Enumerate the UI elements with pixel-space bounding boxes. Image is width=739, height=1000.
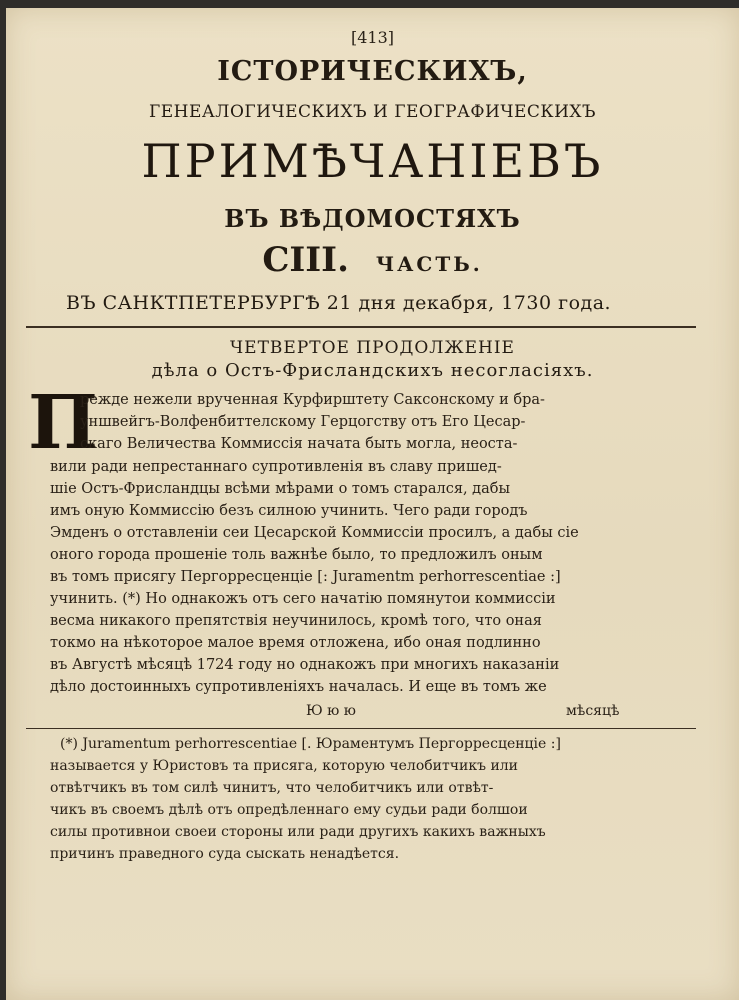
section-topic: дѣла о Остъ-Фрисландскихъ несогласіяхъ.	[151, 360, 594, 381]
body-line: скаго Величества Коммиссія начата быть могла, неоста-	[80, 436, 518, 452]
title-historical: ІСТОРИЧЕСКИХЪ,	[217, 56, 528, 87]
body-line: оного города прошеніе толь важнѣе было, то предложилъ оным	[50, 547, 543, 563]
footnote-line: называется у Юристовъ та присяга, которую челобитчикъ или	[50, 758, 519, 774]
footnote-line: силы противнои своеи стороны или ради другихъ какихъ важныхъ	[50, 824, 546, 840]
body-line: Эмденъ о отставленіи сеи Цесарской Коммиссіи просилъ, а дабы сіе	[50, 525, 579, 541]
drop-cap: П	[28, 380, 98, 466]
part-number: CIII.	[262, 240, 349, 280]
body-line: дѣло достоинныхъ супротивленіяхъ началась. И еще въ томъ же	[50, 679, 547, 695]
footnote-line: отвѣтчикъ въ том силѣ чинитъ, что челобитчикъ или отвѣт-	[50, 780, 494, 796]
body-line: имъ оную Коммиссію безъ силною учинить. Чего ради городъ	[50, 503, 528, 519]
catchword: мѣсяцѣ	[566, 703, 620, 719]
top-divider	[26, 326, 696, 328]
footnote-divider	[26, 728, 696, 729]
title-genealogical: ГЕНЕАЛОГИЧЕСКИХЪ И ГЕОГРАФИЧЕСКИХЪ	[148, 102, 596, 122]
part-label: ЧАСТЬ.	[375, 252, 483, 276]
body-line: вили ради непрестаннаго супротивленія въ славу пришед-	[50, 459, 502, 475]
footnote-line: (*) Juramentum perhorrescentiae [. Юраментумъ Пергорресценціе :]	[60, 736, 561, 752]
body-line: весма никакого препятствія неучинилось, кромѣ того, что оная	[50, 613, 542, 629]
footnote-line: чикъ въ своемъ дѣлѣ отъ опредѣленнаго ему судьи ради болшои	[50, 802, 528, 818]
title-in-gazettes: ВЪ ВѢДОМОСТЯХЪ	[224, 204, 521, 233]
part-heading	[6, 240, 739, 280]
signature-mark: Ю ю ю	[306, 703, 356, 719]
body-line: въ Августѣ мѣсяцѣ 1724 году но однакожъ при многихъ наказаніи	[50, 657, 560, 673]
title-notes: ПРИМѢЧАНІЕВЪ	[141, 134, 604, 188]
footnote-line: причинъ праведного суда сыскать ненадѣется.	[50, 846, 400, 862]
place-and-date: ВЪ САНКТПЕТЕРБУРГѢ 21 дня декабря, 1730 года.	[66, 292, 612, 314]
body-line: токмо на нѣкоторое малое время отложена, ибо оная подлинно	[50, 635, 541, 651]
body-line: шіе Остъ-Фрисландцы всѣми мѣрами о томъ старался, дабы	[50, 481, 511, 497]
body-line: въ томъ присягу Пергорресценціе [: Juramentm perhorrescentiae :]	[50, 569, 561, 585]
page-number: [413]	[350, 28, 395, 47]
body-line: уншвейгъ-Волфенбиттелскому Герцогству отъ Его Цесар-	[80, 414, 526, 430]
body-line: учинить. (*) Но однакожъ отъ сего начатію помянутои коммиссіи	[50, 591, 556, 607]
body-line: режде нежели врученная Курфирштету Саксонскому и бра-	[80, 392, 545, 408]
section-subtitle: ЧЕТВЕРТОЕ ПРОДОЛЖЕНІЕ	[230, 338, 515, 358]
document-page	[6, 8, 739, 1000]
